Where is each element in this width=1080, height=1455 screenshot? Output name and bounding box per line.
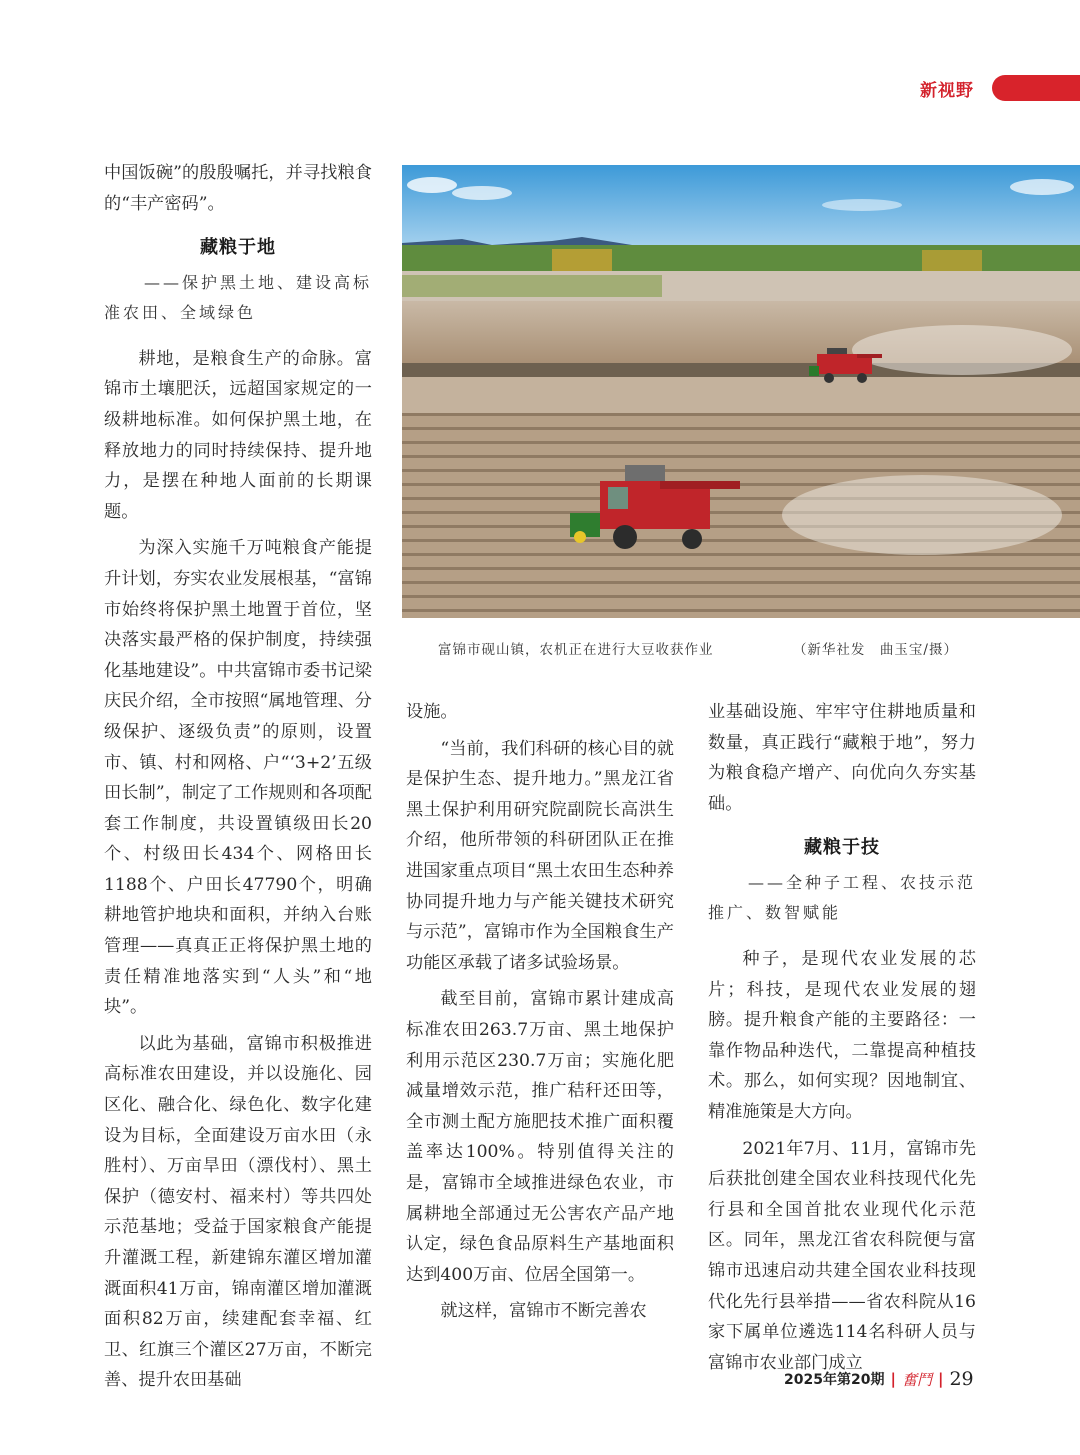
harvest-photo [402,165,1080,618]
photo-caption [438,638,958,658]
left-column [104,158,372,1402]
right-column [708,697,976,1384]
magazine-logo: 奮鬥 [901,1370,932,1389]
page-number: 29 [949,1368,974,1390]
paragraph: 2021年7月、11月，富锦市先后获批创建全国农业科技现代化先行县和全国首批农业现代化示范区。同年，黑龙江省农科院便与富锦市迅速启动共建全国农业科技现代化先行县举措——省农科院从16家下属单位遴选114名科研人员与富锦市农业部门成立 [708,1138,976,1373]
section-subtitle: ——全种子工程、农技示范 推广、数智赋能 [708,872,977,922]
separator: | [937,1370,944,1388]
separator: | [890,1370,896,1388]
issue-number: 2025年第20期 [784,1372,885,1388]
paragraph: 中国饭碗”的殷殷嘱托，并寻找粮食的“丰产密码”。 [104,163,372,214]
paragraph: 为深入实施千万吨粮食产能提升计划，夯实农业发展根基，“富锦市始终将保护黑土地置于首位，坚决落实最严格的保护制度，持续强化基地建设”。中共富锦市委书记梁庆民介绍，全市按照“属地管理、分级保护、逐级负责”的原则，设置市、镇、村和网格、户“‘3+2’五级田长制”，制定了工作规则和各项配套工作制度，共设置镇级田长20个、村级田长434个、网格田长1188个、户田长47790个，明确耕地管护地块和面积，并纳入台账管理——真真正正将保护黑土地的责任精准地落实到“人头”和“地块”。 [104,538,372,1018]
paragraph: 种子，是现代农业发展的芯片；科技，是现代农业发展的翅膀。提升粮食产能的主要路径：一靠作物品种迭代，二靠提高种植技术。那么，如何实现？因地制宜、精准施策是大方向。 [708,948,976,1122]
photo-credit: （新华社发 曲玉宝/摄） [792,642,958,658]
paragraph: “当前，我们科研的核心目的就是保护生态、提升地力。”黑龙江省黑土保护利用研究院副院长高洪生介绍，他所带领的科研团队正在推进国家重点项目“黑土农田生态种养协同提升地力与产能关键技术研究与示范”，富锦市作为全国粮食生产功能区承载了诸多试验场景。 [406,738,674,973]
paragraph: 设施。 [406,702,458,722]
section-subtitle: ——保护黑土地、建设高标 准农田、全域绿色 [104,272,373,322]
section-bar-decoration [992,75,1080,101]
paragraph: 截至目前，富锦市累计建成高标准农田263.7万亩、黑土地保护利用示范区230.7万亩；实施化肥减量增效示范，推广秸秆还田等，全市测土配方施肥技术推广面积覆盖率达100%。特别值得关注的是，富锦市全域推进绿色农业，市属耕地全部通过无公害农产品产地认定，绿色食品原料生产基地面积达到400万亩、位居全国第一。 [406,989,674,1285]
paragraph: 以此为基础，富锦市积极推进高标准农田建设，并以设施化、园区化、融合化、绿色化、数字化建设为目标，全面建设万亩水田（永胜村）、万亩旱田（漂伐村）、黑土保护（德安村、福来村）等共四处示范基地；受益于国家粮食产能提升灌溉工程，新建锦东灌区增加灌溉面积41万亩，锦南灌区增加灌溉面积82万亩，续建配套幸福、红卫、红旗三个灌区27万亩，不断完善、提升农田基础 [104,1033,372,1391]
section-header [920,74,1080,102]
section-heading: 藏粮于地 [200,237,276,259]
middle-column [406,697,674,1333]
paragraph: 就这样，富锦市不断完善农 [440,1301,647,1322]
section-tag: 新视野 [920,80,974,101]
paragraph: 业基础设施、牢牢守住耕地质量和数量，真正践行“藏粮于地”，努力为粮食稳产增产、向优向久夯实基础。 [708,702,976,814]
caption-text: 富锦市砚山镇，农机正在进行大豆收获作业 [438,642,714,658]
paragraph: 耕地，是粮食生产的命脉。富锦市土壤肥沃，远超国家规定的一级耕地标准。如何保护黑土地，在释放地力的同时持续保持、提升地力，是摆在种地人面前的长期课题。 [104,348,372,522]
section-heading: 藏粮于技 [804,837,880,859]
page-footer [784,1368,974,1390]
